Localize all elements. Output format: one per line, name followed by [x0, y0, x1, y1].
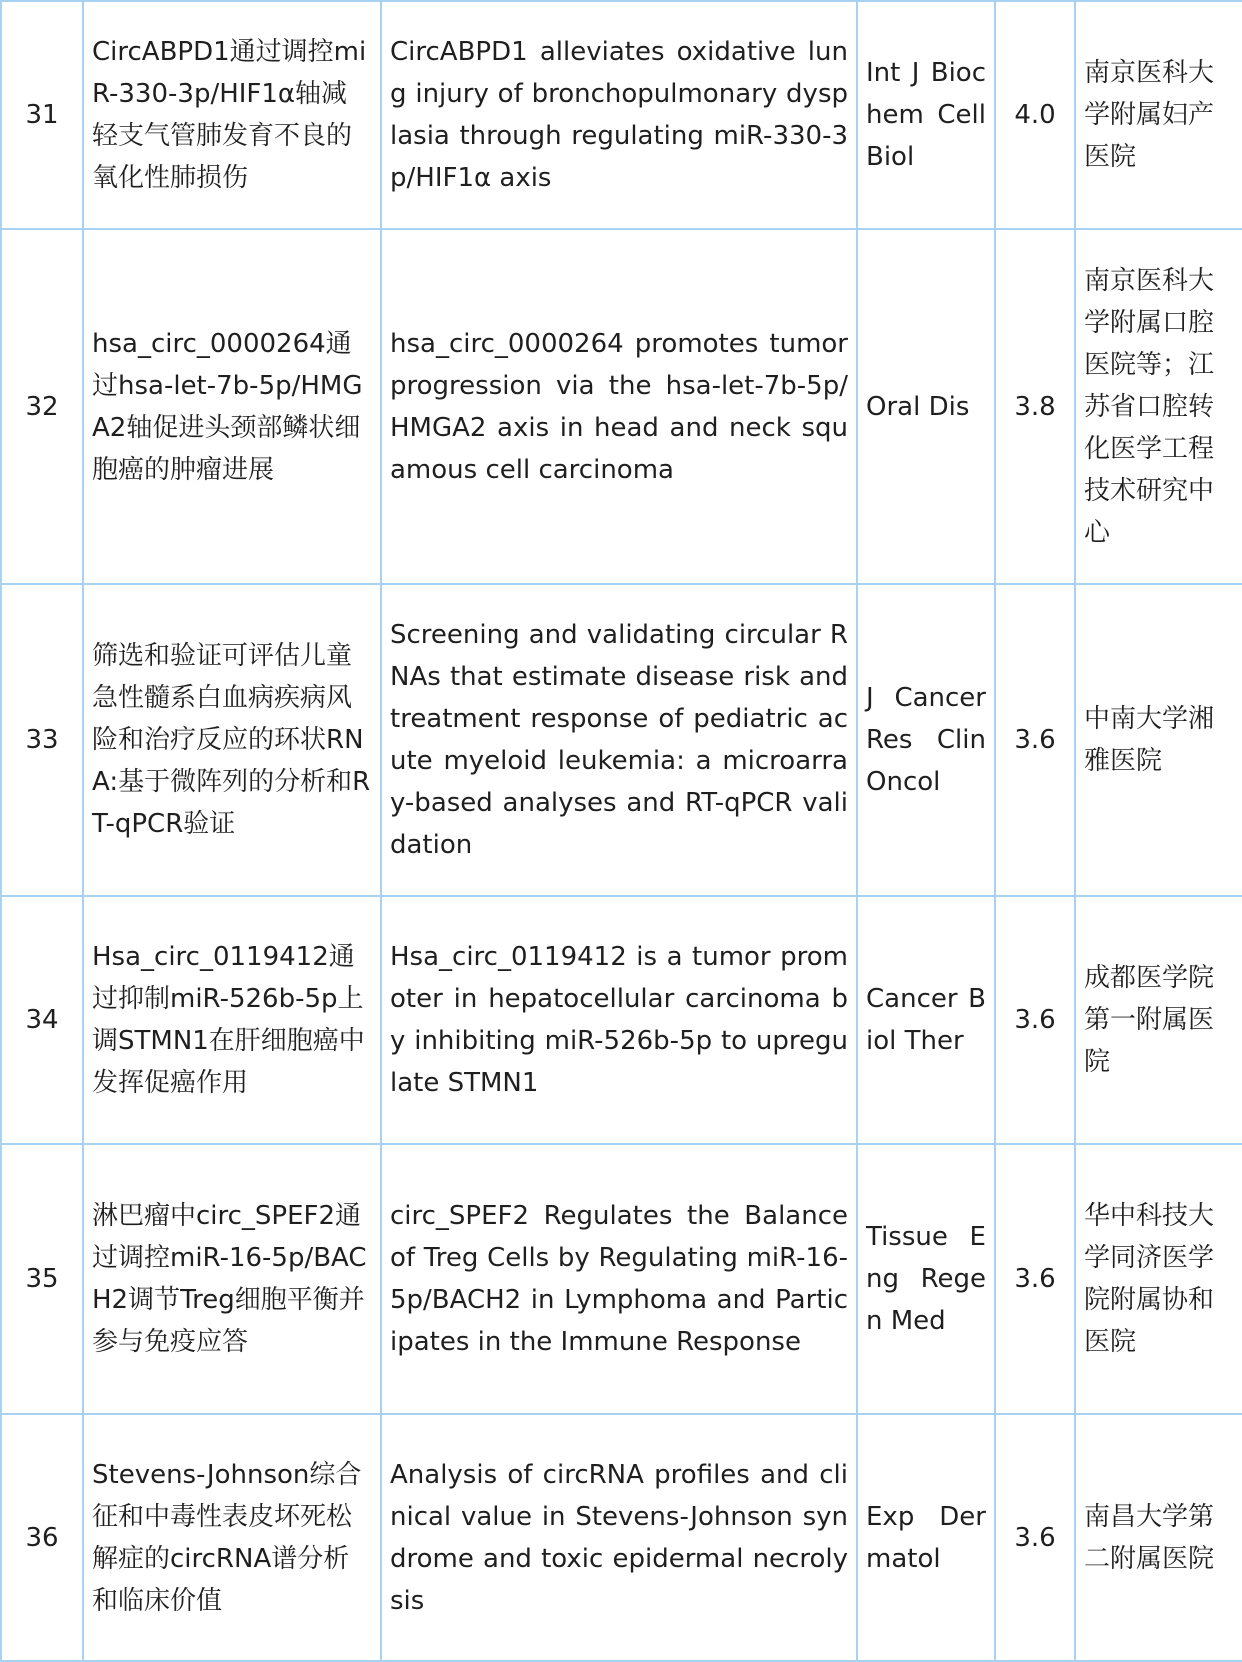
table-row — [1, 1144, 1242, 1414]
impact-factor: 3.6 — [995, 1144, 1075, 1414]
table-row — [1, 896, 1242, 1144]
journal-name: Oral Dis — [857, 229, 995, 584]
row-number: 33 — [1, 584, 83, 896]
impact-factor: 3.8 — [995, 229, 1075, 584]
journal-name: Tissue Eng Regen Med — [857, 1144, 995, 1414]
journal-name: Int J Biochem Cell Biol — [857, 1, 995, 229]
english-title: Analysis of circRNA profiles and clinical value in Stevens-Johnson syndrome and toxic epidermal necrolysis — [381, 1414, 857, 1661]
row-number: 32 — [1, 229, 83, 584]
journal-name: Cancer Biol Ther — [857, 896, 995, 1144]
table-row — [1, 229, 1242, 584]
row-number: 31 — [1, 1, 83, 229]
journal-name: J Cancer Res Clin Oncol — [857, 584, 995, 896]
institution: 南京医科大学附属妇产医院 — [1075, 1, 1242, 229]
english-title: CircABPD1 alleviates oxidative lung injury of bronchopulmonary dysplasia through regulating miR-330-3p/HIF1α axis — [381, 1, 857, 229]
english-title: Hsa_circ_0119412 is a tumor promoter in hepatocellular carcinoma by inhibiting miR-526b-5p to upregulate STMN1 — [381, 896, 857, 1144]
impact-factor: 3.6 — [995, 584, 1075, 896]
journal-name: Exp Dermatol — [857, 1414, 995, 1661]
english-title: Screening and validating circular RNAs that estimate disease risk and treatment response of pediatric acute myeloid leukemia: a microarray-based analyses and RT-qPCR validation — [381, 584, 857, 896]
row-number: 36 — [1, 1414, 83, 1661]
institution: 华中科技大学同济医学院附属协和医院 — [1075, 1144, 1242, 1414]
impact-factor: 3.6 — [995, 896, 1075, 1144]
table-row — [1, 584, 1242, 896]
table-row — [1, 1, 1242, 229]
institution: 成都医学院第一附属医院 — [1075, 896, 1242, 1144]
papers-table-body — [1, 1, 1242, 1661]
english-title: hsa_circ_0000264 promotes tumor progression via the hsa-let-7b-5p/HMGA2 axis in head and neck squamous cell carcinoma — [381, 229, 857, 584]
impact-factor: 4.0 — [995, 1, 1075, 229]
row-number: 34 — [1, 896, 83, 1144]
chinese-title: 淋巴瘤中circ_SPEF2通过调控miR-16-5p/BACH2调节Treg细胞平衡并参与免疫应答 — [83, 1144, 381, 1414]
institution: 南京医科大学附属口腔医院等；江苏省口腔转化医学工程技术研究中心 — [1075, 229, 1242, 584]
chinese-title: CircABPD1通过调控miR-330-3p/HIF1α轴减轻支气管肺发育不良的氧化性肺损伤 — [83, 1, 381, 229]
institution: 中南大学湘雅医院 — [1075, 584, 1242, 896]
institution: 南昌大学第二附属医院 — [1075, 1414, 1242, 1661]
chinese-title: Stevens-Johnson综合征和中毒性表皮坏死松解症的circRNA谱分析和临床价值 — [83, 1414, 381, 1661]
chinese-title: hsa_circ_0000264通过hsa-let-7b-5p/HMGA2轴促进头颈部鳞状细胞癌的肿瘤进展 — [83, 229, 381, 584]
impact-factor: 3.6 — [995, 1414, 1075, 1661]
chinese-title: Hsa_circ_0119412通过抑制miR-526b-5p上调STMN1在肝细胞癌中发挥促癌作用 — [83, 896, 381, 1144]
table-row — [1, 1414, 1242, 1661]
row-number: 35 — [1, 1144, 83, 1414]
chinese-title: 筛选和验证可评估儿童急性髓系白血病疾病风险和治疗反应的环状RNA:基于微阵列的分析和RT-qPCR验证 — [83, 584, 381, 896]
english-title: circ_SPEF2 Regulates the Balance of Treg Cells by Regulating miR-16-5p/BACH2 in Lymphoma and Participates in the Immune Response — [381, 1144, 857, 1414]
